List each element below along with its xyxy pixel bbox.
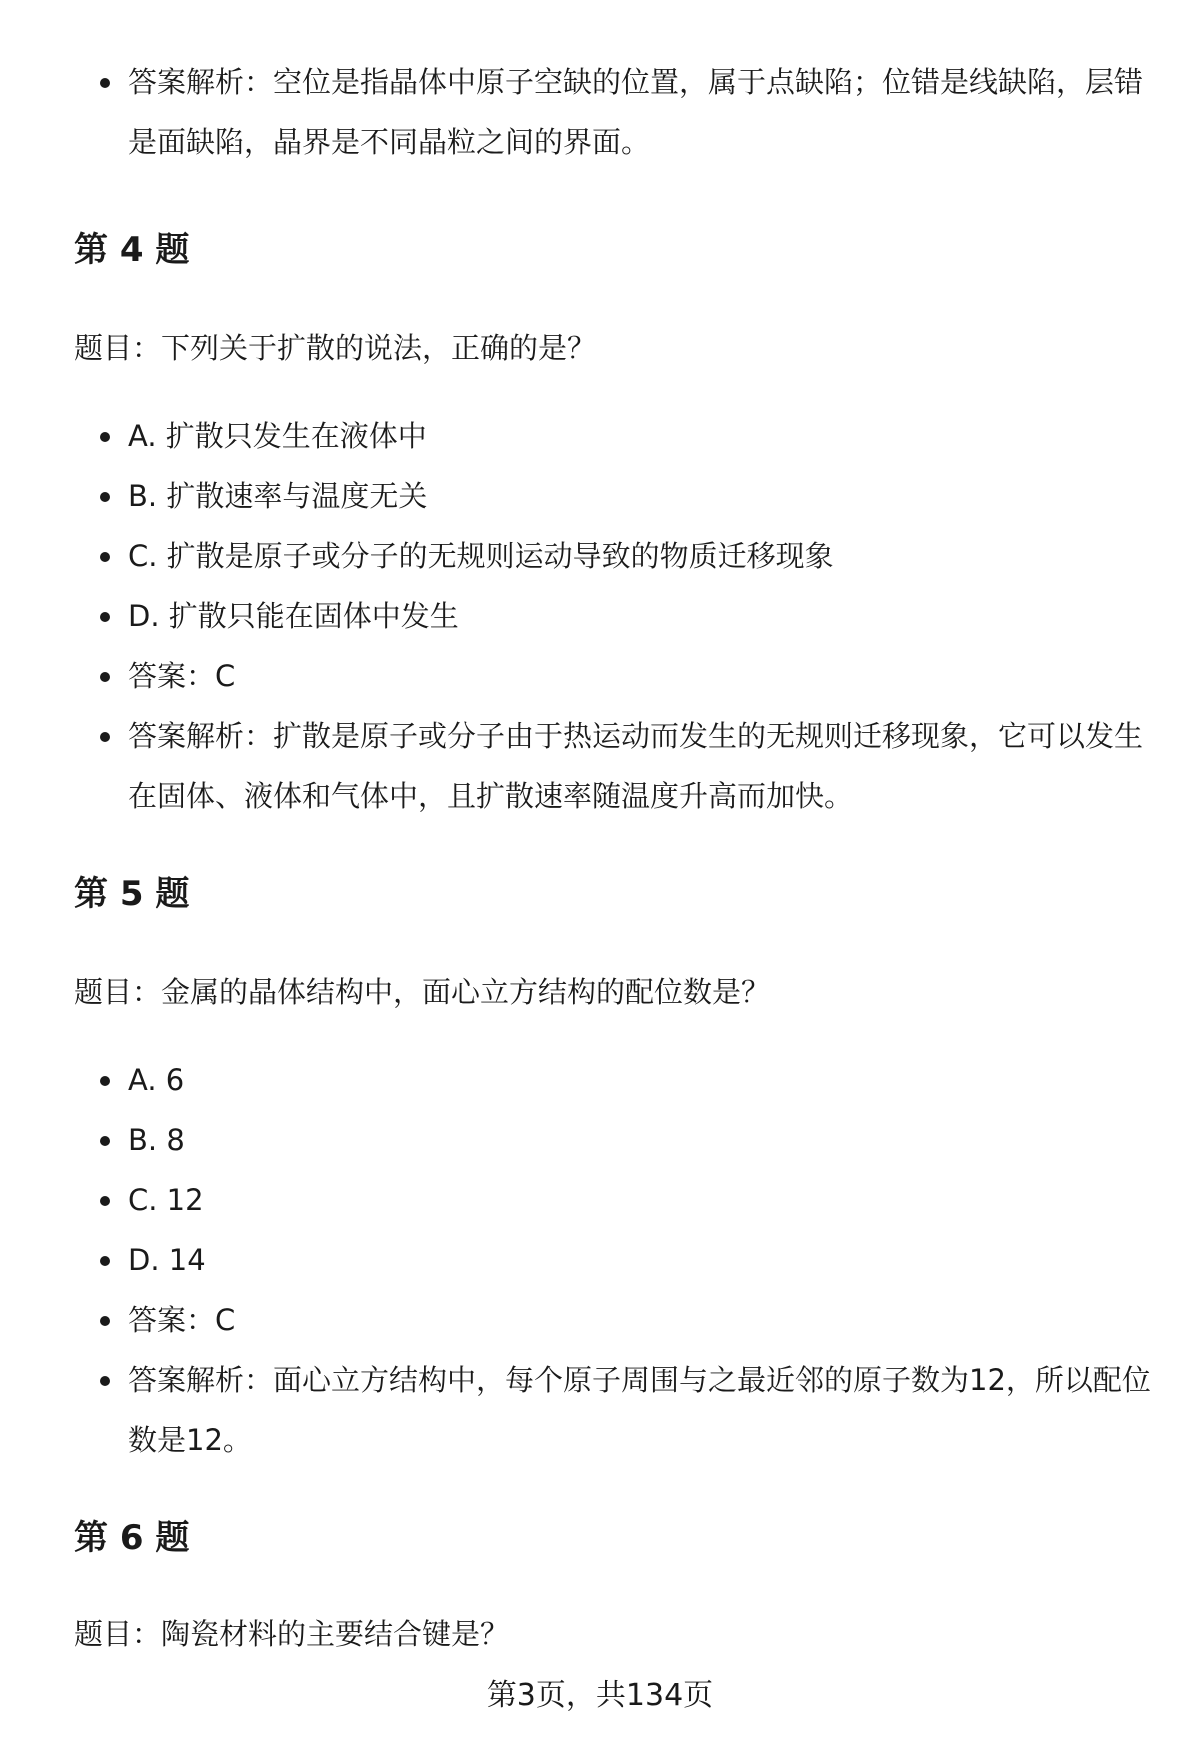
question-stem: 题目：金属的晶体结构中，面心立方结构的配位数是？ (74, 975, 771, 1009)
question-6-stem (74, 1614, 1154, 1654)
list-item-analysis: 答案解析：扩散是原子或分子由于热运动而发生的无规则迁移现象，它可以发生在固体、液体和气体中，且扩散速率随温度升高而加快。 (74, 706, 1154, 826)
top-list (74, 52, 1154, 172)
question-4-stem (74, 328, 1154, 368)
question-stem: 题目：下列关于扩散的说法，正确的是？ (74, 331, 597, 365)
top-section (74, 52, 1154, 172)
question-heading: 第 6 题 (74, 1518, 190, 1558)
question-4-options (74, 406, 1154, 826)
list-item-analysis: 答案解析：面心立方结构中，每个原子周围与之最近邻的原子数为12，所以配位数是12。 (74, 1350, 1154, 1470)
list-item-analysis: 答案解析：空位是指晶体中原子空缺的位置，属于点缺陷；位错是线缺陷，层错是面缺陷，晶界是不同晶粒之间的界面。 (74, 52, 1154, 172)
question-5-options (74, 1050, 1154, 1470)
page-number: 第3页，共134页 (486, 1678, 714, 1713)
list-item-option: D. 扩散只能在固体中发生 (74, 586, 1154, 646)
options-list (74, 406, 1154, 826)
question-stem: 题目：陶瓷材料的主要结合键是？ (74, 1617, 510, 1651)
list-item-option: D. 14 (74, 1230, 1154, 1290)
question-6 (74, 1518, 1154, 1558)
list-item-option: A. 扩散只发生在液体中 (74, 406, 1154, 466)
question-4 (74, 230, 1154, 270)
question-5 (74, 874, 1154, 914)
list-item-option: A. 6 (74, 1050, 1154, 1110)
list-item-option: B. 扩散速率与温度无关 (74, 466, 1154, 526)
options-list (74, 1050, 1154, 1470)
list-item-option: C. 12 (74, 1170, 1154, 1230)
question-heading: 第 4 题 (74, 230, 190, 270)
list-item-option: C. 扩散是原子或分子的无规则运动导致的物质迁移现象 (74, 526, 1154, 586)
list-item-answer: 答案：C (74, 646, 1154, 706)
question-heading: 第 5 题 (74, 874, 190, 914)
question-5-stem (74, 972, 1154, 1012)
list-item-answer: 答案：C (74, 1290, 1154, 1350)
list-item-option: B. 8 (74, 1110, 1154, 1170)
